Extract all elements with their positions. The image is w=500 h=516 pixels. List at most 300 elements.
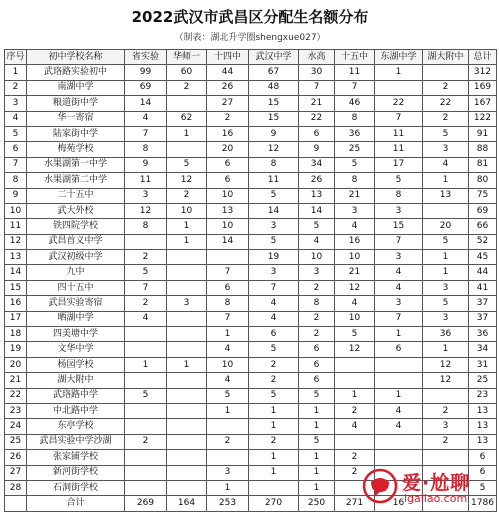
table-cell: 4 — [375, 265, 423, 280]
school-name-cell: 晒湖中学 — [27, 311, 125, 326]
table-cell: 27 — [5, 465, 27, 480]
column-header: 总计 — [469, 50, 497, 65]
table-cell: 3 — [249, 219, 299, 234]
table-row — [5, 388, 497, 403]
table-cell: 4 — [335, 296, 375, 311]
watermark-name: 爱·尬聊 — [402, 472, 471, 494]
table-row — [5, 311, 497, 326]
table-cell: 44 — [469, 265, 497, 280]
table-cell: 7 — [299, 80, 335, 95]
table-cell: 11 — [335, 65, 375, 80]
table-body — [5, 65, 497, 511]
table-cell: 14 — [5, 265, 27, 280]
table-cell: 88 — [469, 142, 497, 157]
table-cell: 1 — [167, 219, 207, 234]
table-cell: 20 — [423, 219, 469, 234]
table-cell: 16 — [207, 126, 249, 141]
table-cell — [167, 388, 207, 403]
table-cell: 34 — [299, 157, 335, 172]
table-cell: 5 — [299, 434, 335, 449]
table-cell: 48 — [249, 80, 299, 95]
table-cell: 10 — [299, 250, 335, 265]
table-cell: 3 — [375, 203, 423, 218]
table-cell: 5 — [125, 388, 167, 403]
table-cell: 4 — [375, 403, 423, 418]
table-cell — [167, 465, 207, 480]
table-cell: 7 — [249, 280, 299, 295]
table-cell: 8 — [335, 173, 375, 188]
table-cell — [375, 357, 423, 372]
column-header: 省实验 — [125, 50, 167, 65]
table-cell: 18 — [5, 327, 27, 342]
school-name-cell: 张家铺学校 — [27, 450, 125, 465]
school-name-cell: 武昌实验中学沙湖 — [27, 434, 125, 449]
school-name-cell: 铁四院学校 — [27, 219, 125, 234]
table-cell — [249, 480, 299, 495]
table-cell — [207, 419, 249, 434]
school-name-cell: 陆家街中学 — [27, 126, 125, 141]
table-cell: 1 — [5, 65, 27, 80]
table-cell — [423, 388, 469, 403]
table-cell: 22 — [299, 111, 335, 126]
table-cell: 7 — [5, 157, 27, 172]
table-cell: 3 — [375, 296, 423, 311]
table-cell: 30 — [299, 65, 335, 80]
table-cell: 16 — [335, 234, 375, 249]
table-cell: 9 — [299, 142, 335, 157]
table-cell — [125, 327, 167, 342]
table-cell: 1 — [207, 403, 249, 418]
school-name-cell: 文华中学 — [27, 342, 125, 357]
table-cell — [423, 203, 469, 218]
table-cell: 4 — [375, 419, 423, 434]
table-cell — [167, 373, 207, 388]
table-cell: 23 — [469, 388, 497, 403]
table-cell: 22 — [423, 96, 469, 111]
table-cell: 1 — [299, 419, 335, 434]
table-cell: 36 — [335, 126, 375, 141]
table-cell — [167, 265, 207, 280]
table-row — [5, 111, 497, 126]
table-cell: 28 — [5, 480, 27, 495]
table-cell: 20 — [5, 357, 27, 372]
table-cell: 1 — [423, 250, 469, 265]
table-cell — [375, 434, 423, 449]
table-cell — [125, 480, 167, 495]
table-cell: 44 — [207, 65, 249, 80]
table-cell: 13 — [299, 188, 335, 203]
table-cell: 2 — [423, 80, 469, 95]
table-cell — [167, 403, 207, 418]
table-cell: 122 — [469, 111, 497, 126]
school-name-cell: 石洞街学校 — [27, 480, 125, 495]
table-cell: 1 — [207, 327, 249, 342]
table-cell: 10 — [335, 250, 375, 265]
school-name-cell: 武昌实验寄宿 — [27, 296, 125, 311]
table-cell: 25 — [335, 142, 375, 157]
table-cell — [167, 450, 207, 465]
table-cell: 69 — [469, 203, 497, 218]
table-cell: 7 — [335, 80, 375, 95]
table-cell: 2 — [125, 250, 167, 265]
table-cell: 3 — [423, 142, 469, 157]
table-cell: 4 — [375, 280, 423, 295]
table-cell: 20 — [207, 142, 249, 157]
table-cell: 60 — [167, 65, 207, 80]
table-cell: 25 — [469, 373, 497, 388]
column-header: 十四中 — [207, 50, 249, 65]
column-header: 水高 — [299, 50, 335, 65]
table-cell: 6 — [207, 173, 249, 188]
table-row — [5, 342, 497, 357]
column-header: 华师一 — [167, 50, 207, 65]
table-cell: 17 — [5, 311, 27, 326]
table-cell: 15 — [249, 111, 299, 126]
table-cell: 17 — [375, 157, 423, 172]
table-cell: 1 — [249, 450, 299, 465]
table-cell — [167, 311, 207, 326]
total-cell: 1786 — [469, 496, 497, 511]
table-cell — [335, 357, 375, 372]
table-row — [5, 327, 497, 342]
table-cell — [335, 434, 375, 449]
table-cell: 5 — [299, 219, 335, 234]
table-cell: 1 — [299, 403, 335, 418]
table-cell: 7 — [207, 265, 249, 280]
table-cell: 13 — [207, 203, 249, 218]
table-cell: 26 — [5, 450, 27, 465]
total-cell: 270 — [249, 496, 299, 511]
school-name-cell: 二十五中 — [27, 188, 125, 203]
table-cell: 80 — [469, 173, 497, 188]
table-cell: 4 — [249, 311, 299, 326]
table-cell: 9 — [5, 188, 27, 203]
table-cell: 26 — [207, 80, 249, 95]
table-cell: 6 — [375, 342, 423, 357]
table-cell: 5 — [299, 388, 335, 403]
school-name-cell: 南湖中学 — [27, 80, 125, 95]
table-cell: 21 — [335, 188, 375, 203]
table-cell: 2 — [299, 327, 335, 342]
table-cell: 13 — [423, 188, 469, 203]
table-cell: 1 — [207, 480, 249, 495]
table-cell: 8 — [249, 157, 299, 172]
table-cell: 2 — [249, 373, 299, 388]
table-cell: 312 — [469, 65, 497, 80]
table-cell: 10 — [167, 203, 207, 218]
table-cell: 7 — [125, 126, 167, 141]
table-cell: 24 — [5, 419, 27, 434]
table-row — [5, 250, 497, 265]
table-cell: 62 — [167, 111, 207, 126]
table-cell: 75 — [469, 188, 497, 203]
table-row — [5, 434, 497, 449]
table-cell: 11 — [249, 173, 299, 188]
table-cell: 6 — [299, 126, 335, 141]
table-cell — [167, 342, 207, 357]
table-cell: 5 — [335, 327, 375, 342]
total-cell — [5, 496, 27, 511]
table-cell: 3 — [423, 280, 469, 295]
page-subtitle: （制表：湖北升学圈shengxue027） — [174, 33, 326, 43]
table-cell: 19 — [249, 250, 299, 265]
school-name-cell: 粮道街中学 — [27, 96, 125, 111]
table-cell: 1 — [423, 342, 469, 357]
table-cell: 6 — [207, 280, 249, 295]
table-cell: 11 — [375, 142, 423, 157]
table-cell: 7 — [207, 311, 249, 326]
total-cell: 合计 — [27, 496, 125, 511]
table-cell: 2 — [335, 450, 375, 465]
table-cell: 5 — [5, 126, 27, 141]
school-name-cell: 梅苑学校 — [27, 142, 125, 157]
table-row — [5, 80, 497, 95]
table-cell: 99 — [125, 65, 167, 80]
table-row — [5, 419, 497, 434]
table-cell: 5 — [249, 388, 299, 403]
school-name-cell: 武大外校 — [27, 203, 125, 218]
column-header: 序号 — [5, 50, 27, 65]
table-cell: 1 — [167, 357, 207, 372]
table-cell — [167, 250, 207, 265]
table-cell: 2 — [299, 280, 335, 295]
table-cell: 6 — [299, 357, 335, 372]
table-cell — [125, 465, 167, 480]
column-header: 十五中 — [335, 50, 375, 65]
school-name-cell: 新河街学校 — [27, 465, 125, 480]
table-cell: 4 — [335, 419, 375, 434]
table-cell: 1 — [299, 465, 335, 480]
table-cell: 1 — [335, 388, 375, 403]
table-cell — [335, 373, 375, 388]
column-header: 湖大附中 — [423, 50, 469, 65]
table-cell: 1 — [167, 234, 207, 249]
table-cell: 27 — [207, 96, 249, 111]
table-cell: 21 — [335, 265, 375, 280]
table-cell: 1 — [375, 327, 423, 342]
table-row — [5, 450, 497, 465]
table-cell: 12 — [335, 342, 375, 357]
table-cell: 10 — [5, 203, 27, 218]
table-cell: 52 — [469, 234, 497, 249]
table-cell: 5 — [249, 188, 299, 203]
table-cell: 2 — [249, 357, 299, 372]
table-cell: 8 — [125, 142, 167, 157]
table-cell: 3 — [299, 265, 335, 280]
watermark-url: igaliao.com — [404, 492, 468, 505]
table-cell: 2 — [335, 465, 375, 480]
table-row — [5, 203, 497, 218]
table-cell: 12 — [423, 357, 469, 372]
table-cell: 5 — [125, 265, 167, 280]
table-cell — [167, 142, 207, 157]
table-cell: 1 — [423, 265, 469, 280]
table-cell: 13 — [469, 419, 497, 434]
total-cell: 16 — [375, 496, 423, 511]
table-cell: 2 — [299, 311, 335, 326]
table-cell: 7 — [375, 234, 423, 249]
total-cell: 271 — [335, 496, 375, 511]
table-cell — [375, 373, 423, 388]
table-cell: 1 — [375, 388, 423, 403]
table-cell: 2 — [423, 434, 469, 449]
table-cell: 8 — [335, 111, 375, 126]
table-cell: 14 — [207, 234, 249, 249]
table-cell: 2 — [423, 111, 469, 126]
table-cell: 2 — [207, 434, 249, 449]
table-cell: 8 — [5, 173, 27, 188]
table-cell: 25 — [5, 434, 27, 449]
table-cell: 12 — [335, 280, 375, 295]
table-cell: 36 — [469, 327, 497, 342]
table-cell: 2 — [167, 80, 207, 95]
table-cell: 12 — [5, 234, 27, 249]
school-name-cell: 武汉初级中学 — [27, 250, 125, 265]
chat-bubble-logo-icon — [362, 468, 398, 504]
table-cell: 11 — [375, 126, 423, 141]
table-cell: 5 — [423, 296, 469, 311]
table-row — [5, 96, 497, 111]
table-cell: 1 — [249, 419, 299, 434]
table-cell — [207, 450, 249, 465]
table-cell: 3 — [249, 265, 299, 280]
table-cell: 5 — [249, 234, 299, 249]
table-cell — [125, 419, 167, 434]
school-name-cell: 杨园学校 — [27, 357, 125, 372]
table-cell: 69 — [125, 80, 167, 95]
table-cell: 12 — [125, 203, 167, 218]
table-cell: 1 — [299, 480, 335, 495]
total-cell: 250 — [299, 496, 335, 511]
table-cell: 10 — [207, 219, 249, 234]
school-name-cell: 水果湖第二中学 — [27, 173, 125, 188]
table-cell: 4 — [125, 311, 167, 326]
table-cell: 6 — [249, 327, 299, 342]
table-cell: 31 — [469, 357, 497, 372]
table-cell: 4 — [207, 373, 249, 388]
table-cell — [423, 65, 469, 80]
table-cell — [125, 403, 167, 418]
table-cell: 1 — [249, 465, 299, 480]
table-row — [5, 219, 497, 234]
table-cell: 2 — [125, 434, 167, 449]
table-cell — [167, 327, 207, 342]
table-cell: 11 — [5, 219, 27, 234]
table-row — [5, 280, 497, 295]
table-row — [5, 357, 497, 372]
table-cell: 5 — [469, 480, 497, 495]
header-row — [5, 50, 497, 65]
table-cell: 91 — [469, 126, 497, 141]
table-sheet — [4, 4, 496, 512]
table-cell — [125, 342, 167, 357]
table-cell: 34 — [469, 342, 497, 357]
table-cell: 15 — [249, 96, 299, 111]
quota-table — [4, 49, 497, 512]
table-cell: 15 — [5, 280, 27, 295]
table-cell: 4 — [207, 342, 249, 357]
table-cell: 1 — [125, 357, 167, 372]
table-cell: 13 — [469, 403, 497, 418]
table-row — [5, 373, 497, 388]
table-cell: 6 — [5, 142, 27, 157]
table-cell: 4 — [249, 296, 299, 311]
table-cell: 11 — [125, 173, 167, 188]
table-cell — [167, 480, 207, 495]
table-cell: 37 — [469, 296, 497, 311]
table-row — [5, 234, 497, 249]
page-title: 2022武汉市武昌区分配生名额分布 — [131, 8, 369, 26]
table-cell: 7 — [125, 280, 167, 295]
table-cell: 5 — [335, 157, 375, 172]
school-name-cell: 中北路中学 — [27, 403, 125, 418]
table-cell: 21 — [5, 373, 27, 388]
table-cell: 4 — [299, 234, 335, 249]
table-cell: 13 — [469, 434, 497, 449]
table-cell: 14 — [125, 96, 167, 111]
table-cell: 4 — [423, 157, 469, 172]
table-cell: 66 — [469, 219, 497, 234]
table-cell: 10 — [207, 188, 249, 203]
table-cell — [207, 250, 249, 265]
school-name-cell: 四美塘中学 — [27, 327, 125, 342]
table-cell: 14 — [249, 203, 299, 218]
table-cell: 23 — [5, 403, 27, 418]
table-cell: 4 — [5, 111, 27, 126]
table-cell: 4 — [335, 219, 375, 234]
table-cell: 7 — [375, 111, 423, 126]
column-header: 初中学校名称 — [27, 50, 125, 65]
table-cell: 3 — [5, 96, 27, 111]
table-cell: 167 — [469, 96, 497, 111]
table-row — [5, 157, 497, 172]
table-cell: 6 — [207, 157, 249, 172]
table-cell — [423, 450, 469, 465]
table-row — [5, 65, 497, 80]
total-cell: 269 — [125, 496, 167, 511]
table-cell: 1 — [423, 173, 469, 188]
table-cell: 6 — [299, 373, 335, 388]
table-cell — [375, 80, 423, 95]
table-cell: 8 — [375, 188, 423, 203]
school-name-cell: 四十五中 — [27, 280, 125, 295]
table-cell: 22 — [375, 96, 423, 111]
table-cell: 8 — [207, 296, 249, 311]
table-cell: 37 — [469, 311, 497, 326]
table-cell: 5 — [423, 126, 469, 141]
table-cell: 10 — [207, 357, 249, 372]
school-name-cell: 武珞路中学 — [27, 388, 125, 403]
table-cell — [125, 373, 167, 388]
table-row — [5, 188, 497, 203]
table-cell — [167, 419, 207, 434]
school-name-cell: 东亭学校 — [27, 419, 125, 434]
table-cell: 15 — [375, 219, 423, 234]
table-cell: 2 — [249, 434, 299, 449]
table-cell: 45 — [469, 250, 497, 265]
table-cell — [167, 434, 207, 449]
school-name-cell: 武昌首义中学 — [27, 234, 125, 249]
table-cell: 81 — [469, 157, 497, 172]
table-cell: 3 — [207, 465, 249, 480]
table-cell — [167, 280, 207, 295]
total-cell: 164 — [167, 496, 207, 511]
table-cell: 6 — [299, 342, 335, 357]
table-cell: 14 — [299, 203, 335, 218]
table-cell: 1 — [375, 65, 423, 80]
table-cell: 5 — [167, 157, 207, 172]
school-name-cell: 九中 — [27, 265, 125, 280]
